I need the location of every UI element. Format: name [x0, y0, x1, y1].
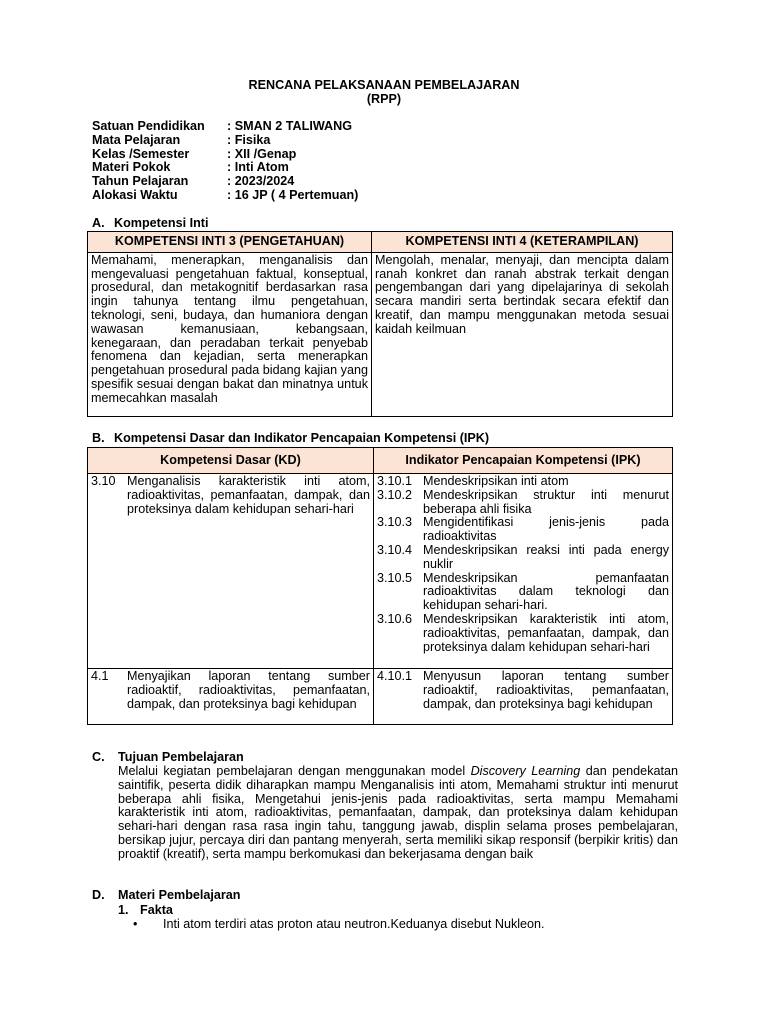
ipk-text: Mengidentifikasi jenis-jenis pada radioaktivitas	[423, 515, 669, 544]
identity-value: : XII /Genap	[227, 146, 297, 161]
subsection-number: 1.	[118, 903, 129, 917]
identity-value: : 2023/2024	[227, 174, 295, 189]
identity-row	[92, 134, 270, 148]
ki3-text: Memahami, menerapkan, menganalisis dan mengevaluasi pengetahuan faktual, konseptual, prosedural, dan metakognitif berdasarkan rasa ingin tahunya tentang ilmu pengetahuan, teknologi, seni, budaya, dan humaniora dengan wawasan kemanusiaan, kebangsaan, kenegaraan, dan peradaban terkait penyebab fenomena dan kejadian, serta menerapkan pengetahuan prosedural pada bidang kajian yang spesifik sesuai dengan bakat dan minatnya untuk memecahkan masalah	[88, 252, 372, 416]
ipk-row-1	[374, 474, 673, 669]
ipk-row-2	[374, 669, 673, 725]
ipk-number: 3.10.2	[377, 487, 413, 502]
fakta-bullet-item	[133, 918, 545, 932]
section-b-number: B.	[92, 431, 105, 445]
ipk-item	[377, 572, 669, 613]
ipk-number: 3.10.3	[377, 515, 413, 530]
ipk-text: Mendeskripsikan pemanfaatan radioaktivitas dalam teknologi dan kehidupan sehari-hari.	[423, 570, 669, 613]
kd2-text: Menyajikan laporan tentang sumber radioaktif, radioaktivitas, pemanfaatan, dampak, dan proteksinya bagi kehidupan	[127, 669, 370, 711]
identity-value: : Inti Atom	[227, 160, 289, 175]
ipk-number: 4.10.1	[377, 669, 413, 683]
section-b-heading	[92, 432, 489, 446]
identity-value: : Fisika	[227, 132, 271, 147]
identity-row	[92, 161, 289, 175]
identity-row	[92, 189, 358, 203]
ipk-text: Mendeskripsikan reaksi inti pada energy nuklir	[423, 542, 669, 571]
ipk-item	[377, 670, 669, 711]
identity-label: Mata Pelajaran	[92, 132, 181, 147]
ipk2-list	[377, 670, 669, 711]
identity-value: : SMAN 2 TALIWANG	[227, 119, 352, 133]
ipk-item	[377, 475, 669, 489]
section-c-heading	[92, 751, 244, 765]
tujuan-text-1: Melalui kegiatan pembelajaran dengan menggunakan model	[118, 764, 471, 778]
section-d-title: Materi Pembelajaran	[118, 888, 241, 902]
kd-ipk-table	[87, 447, 673, 725]
ki4-header: KOMPETENSI INTI 4 (KETERAMPILAN)	[372, 232, 673, 253]
tujuan-paragraph	[118, 765, 678, 862]
kd-header: Kompetensi Dasar (KD)	[88, 448, 374, 474]
tujuan-model-name: Discovery Learning	[470, 764, 581, 778]
bullet-icon: •	[133, 917, 138, 931]
identity-row	[92, 175, 294, 189]
kd-row-2	[88, 669, 374, 725]
ipk-header: Indikator Pencapaian Kompetensi (IPK)	[374, 448, 673, 474]
identity-row	[92, 120, 352, 134]
kd-row-1	[88, 474, 374, 669]
ipk-item	[377, 489, 669, 517]
identity-value: : 16 JP ( 4 Pertemuan)	[227, 188, 359, 202]
tujuan-text-2: dan pendekatan saintifik, peserta didik diharapkan mampu Menganalisis inti atom, Memahami struktur inti menurut beberapa ahli fisika, Mengetahui jenis-jenis pada radioaktivitas, serta mampu Memahami karakteristik inti atom, radioaktivitas, pemanfaatan, dampak, dan proteksinya dalam kehidupan sehari-hari dengan rasa rasa ingin tahu, tanggung jawab, displin selama proses pembelajaran, bersikap jujur, percaya diri dan pantang menyerah, serta memiliki sikap responsif (berpikir kritis) dan proaktif (kreatif), serta mampu berkomukasi dan bekerjasama dengan baik	[118, 764, 678, 861]
section-c-number: C.	[92, 750, 105, 764]
ipk-number: 3.10.1	[377, 474, 413, 488]
section-d-heading	[92, 889, 241, 903]
ipk-number: 3.10.6	[377, 611, 413, 626]
kd1-text: Menganalisis karakteristik inti atom, radioaktivitas, pemanfaatan, dampak, dan proteksinya dalam kehidupan sehari-hari	[127, 474, 370, 516]
ipk-text: Menyusun laporan tentang sumber radioaktif, radioaktivitas, pemanfaatan, dampak, dan proteksinya bagi kehidupan	[423, 669, 669, 711]
ipk-number: 3.10.5	[377, 570, 413, 585]
identity-row	[92, 148, 296, 162]
ipk-text: Mendeskripsikan struktur inti menurut beberapa ahli fisika	[423, 487, 669, 516]
section-d-number: D.	[92, 888, 105, 902]
identity-label: Kelas /Semester	[92, 146, 190, 161]
ipk-item	[377, 516, 669, 544]
kd1-number: 3.10	[91, 474, 116, 488]
identity-label: Alokasi Waktu	[92, 188, 178, 202]
section-c-title: Tujuan Pembelajaran	[118, 750, 244, 764]
identity-label: Materi Pokok	[92, 160, 171, 175]
fakta-bullet-text: Inti atom terdiri atas proton atau neutron.Keduanya disebut Nukleon.	[163, 917, 545, 931]
section-b-title: Kompetensi Dasar dan Indikator Pencapaian Kompetensi (IPK)	[114, 431, 490, 445]
ipk1-list	[377, 475, 669, 654]
ipk-item	[377, 613, 669, 654]
document-title: RENCANA PELAKSANAAN PEMBELAJARAN	[248, 78, 520, 92]
identity-label: Satuan Pendidikan	[92, 119, 205, 133]
ipk-item	[377, 544, 669, 572]
ipk-text: Mendeskripsikan inti atom	[423, 474, 569, 488]
ki4-text: Mengolah, menalar, menyaji, dan mencipta dalam ranah konkret dan ranah abstrak terkait dengan pengembangan dari yang dipelajarinya di sekolah secara mandiri serta bertindak secara efektif dan kreatif, dan mampu menggunakan metoda sesuai kaidah keilmuan	[372, 252, 673, 416]
identity-label: Tahun Pelajaran	[92, 174, 189, 189]
kompetensi-inti-table	[87, 231, 673, 417]
ipk-number: 3.10.4	[377, 542, 413, 557]
kd2-number: 4.1	[91, 669, 109, 683]
section-a-number: A.	[92, 216, 105, 230]
section-a-title: Kompetensi Inti	[114, 216, 209, 230]
section-a-heading	[92, 217, 208, 231]
ipk-text: Mendeskripsikan karakteristik inti atom, radioaktivitas, pemanfaatan, dampak, dan proteksinya dalam kehidupan sehari-hari	[423, 611, 669, 654]
subsection-fakta-heading	[118, 904, 173, 918]
ki3-header: KOMPETENSI INTI 3 (PENGETAHUAN)	[88, 232, 372, 253]
subsection-title: Fakta	[140, 903, 173, 917]
document-subtitle: (RPP)	[366, 92, 402, 106]
